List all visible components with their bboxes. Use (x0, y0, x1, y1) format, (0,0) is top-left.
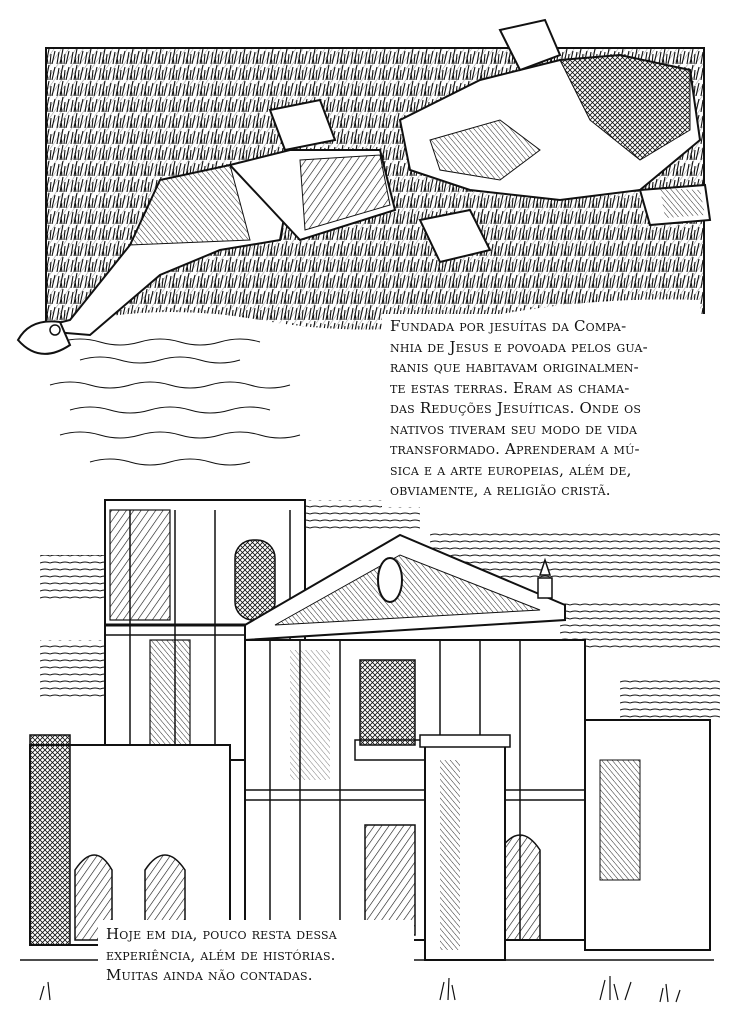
caption-line: Hoje em dia, pouco resta dessa (106, 925, 337, 943)
caption-line: ranis que habitavam originalmen- (390, 358, 639, 376)
caption-line: te estas terras. Eram as chama- (390, 378, 630, 397)
caption-box-history (382, 314, 712, 507)
caption-line: transformado. Aprenderam a mú- (390, 440, 640, 458)
caption-line: das Reduções Jesuíticas. Onde os (390, 399, 642, 417)
caption-line: nativos tiveram seu modo de vida (390, 419, 638, 438)
caption-box-today (98, 920, 414, 992)
caption-line: Muitas ainda não contadas. (106, 966, 313, 984)
caption-line: sica e a arte europeias, além de, (390, 460, 632, 479)
caption-line: Fundada por jesuítas da Compa- (390, 317, 627, 335)
caption-line: nhia de Jesus e povoada pelos gua- (390, 337, 648, 356)
caption-line: obviamente, a religião cristã. (390, 481, 611, 499)
caption-line: experiência, além de histórias. (106, 945, 336, 964)
